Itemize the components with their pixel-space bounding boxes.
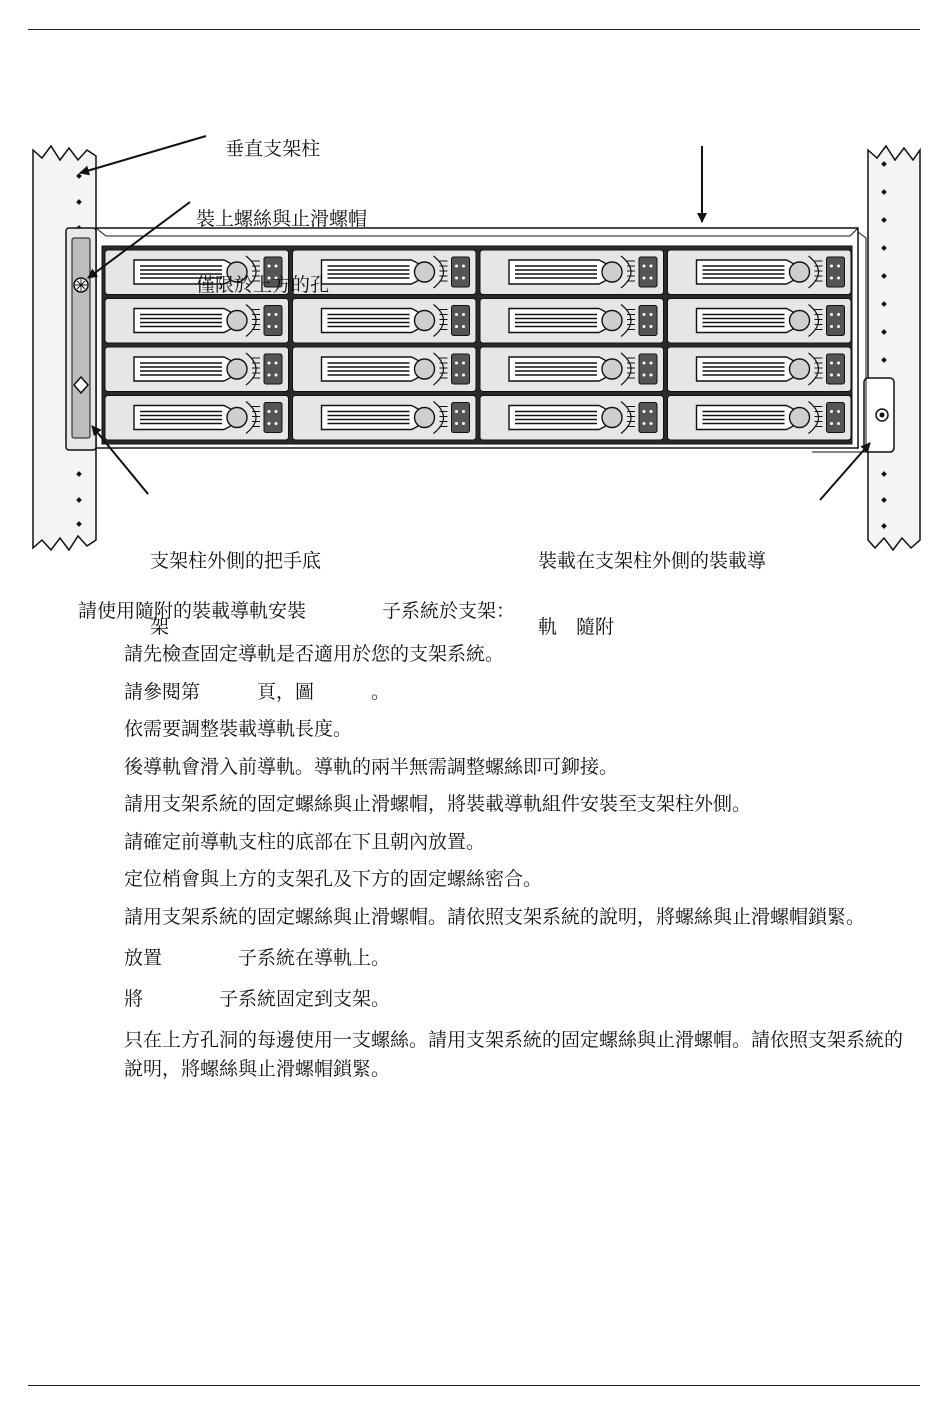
callout-vertical-post: 垂直支架柱 [225, 138, 321, 160]
step-2: 請參閱第 頁，圖 。 [124, 680, 391, 703]
drive-bay [105, 347, 289, 392]
instruction-steps [124, 640, 914, 1092]
rack-mount-illustration [0, 0, 950, 580]
drive-bay [293, 347, 477, 392]
step-5: 請用支架系統的固定螺絲與止滑螺帽，將裝載導軌組件安裝至支架柱外側。 [124, 793, 752, 815]
drive-bay [668, 299, 852, 344]
drive-bay [105, 396, 289, 441]
drive-bay [293, 396, 477, 441]
drive-bay [480, 347, 664, 392]
step-4: 後導軌會滑入前導軌。導軌的兩半無需調整螺絲即可鉚接。 [124, 755, 619, 778]
step-10: 將 子系統固定到支架。 [124, 987, 391, 1010]
callout-mounting-rail: 裝載在支架柱外側的裝載導 軌 隨附 [538, 550, 767, 638]
drive-bay [480, 299, 664, 344]
drive-bay [480, 396, 664, 441]
mounting-rail [864, 378, 894, 452]
footer-rule [28, 1385, 920, 1386]
step-9: 放置 子系統在導軌上。 [124, 946, 391, 969]
drive-bay [668, 347, 852, 392]
step-11: 只在上方孔洞的每邊使用一支螺絲。請用支架系統的固定螺絲與止滑螺帽。請依照支架系統的說明，將螺絲與止滑螺帽鎖緊。 [124, 1028, 904, 1080]
right-vertical-post [868, 146, 920, 550]
step-1: 請先檢查固定導軌是否適用於您的支架系統。 [124, 643, 505, 665]
handle-bracket [66, 228, 96, 450]
instructions-intro: 請使用隨附的裝載導軌安裝 子系統於支架： [78, 600, 516, 622]
callout-handle-bracket: 支架柱外側的把手底 架 [150, 550, 322, 638]
drive-bay [668, 396, 852, 441]
drive-bay [668, 250, 852, 295]
step-7: 定位梢會與上方的支架孔及下方的固定螺絲密合。 [124, 868, 543, 890]
step-8: 請用支架系統的固定螺絲與止滑螺帽。請依照支架系統的說明，將螺絲與止滑螺帽鎖緊。 [124, 905, 866, 928]
step-6: 請確定前導軌支柱的底部在下且朝內放置。 [124, 830, 486, 853]
step-3: 依需要調整裝載導軌長度。 [124, 718, 353, 740]
callout-screw-note: 裝上螺絲與止滑螺帽 僅限於上方的孔 [196, 208, 368, 296]
drive-bay [480, 250, 664, 295]
